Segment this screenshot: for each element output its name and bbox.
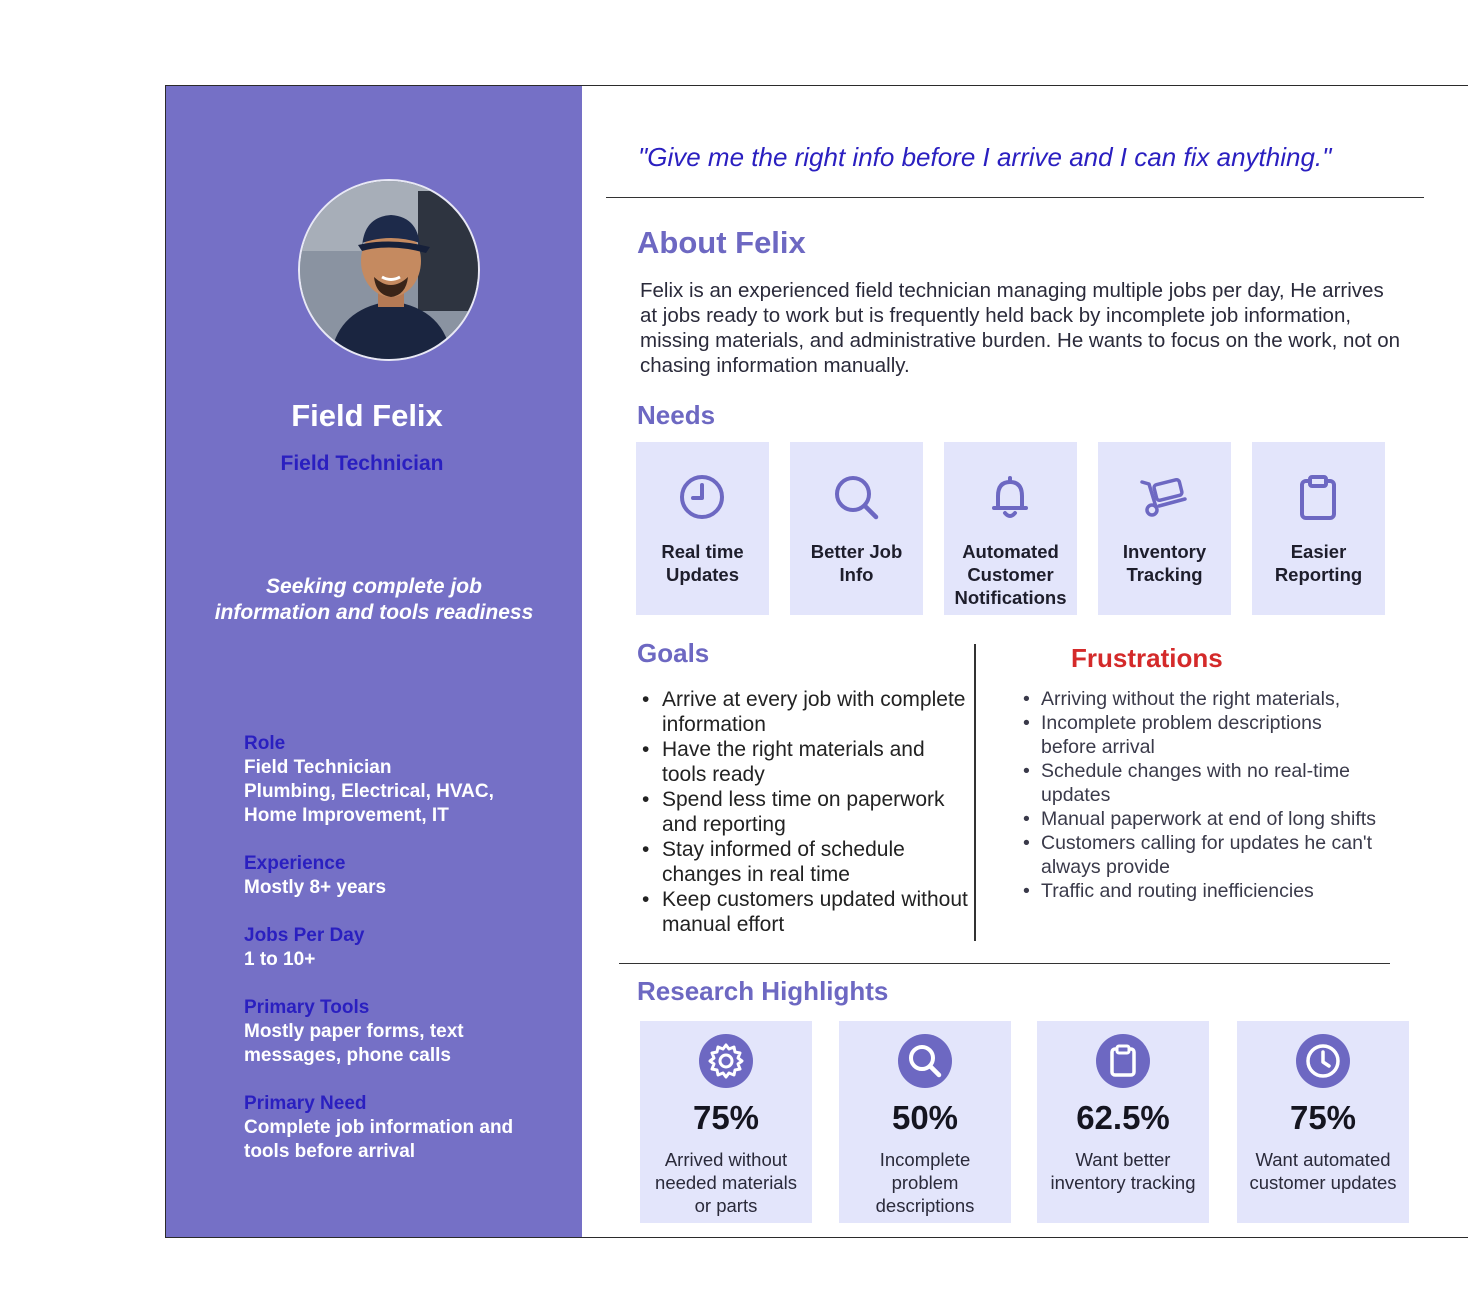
need-label: Inventory Tracking xyxy=(1122,541,1207,585)
persona-facts xyxy=(244,732,564,1188)
persona-sidebar xyxy=(166,86,582,1237)
list-item: • Arriving without the right materials, xyxy=(1022,687,1382,711)
stat-value: 62.5% xyxy=(1076,1099,1170,1136)
search-icon xyxy=(831,472,881,522)
stat-description: Want automated customer updates xyxy=(1249,1149,1397,1193)
stat-value: 75% xyxy=(692,1099,760,1136)
list-item: • Manual paperwork at end of long shifts xyxy=(1022,807,1382,831)
list-item: • Keep customers updated without manual effort xyxy=(638,887,968,937)
need-label: Automated Customer Notifications xyxy=(954,541,1067,608)
list-item: • Customers calling for updates he can't always provide xyxy=(1022,831,1382,879)
divider xyxy=(606,197,1424,198)
about-text: Felix is an experienced field technician managing multiple jobs per day, He arrives at jobs ready to work but is frequently held back by incomplete job information, missing materials, and administrative burden. He wants to focus on the work, not on chasing information manually. xyxy=(640,279,1401,377)
fact-experience xyxy=(244,852,564,900)
list-item: • Traffic and routing inefficiencies xyxy=(1022,879,1382,903)
needs-title: Needs xyxy=(637,400,716,430)
stat-value: 50% xyxy=(891,1099,959,1136)
research-title: Research Highlights xyxy=(637,976,889,1006)
need-label: Real time Updates xyxy=(661,541,744,585)
persona-quote: "Give me the right info before I arrive and I can fix anything." xyxy=(638,142,1332,172)
clock-icon xyxy=(677,472,727,522)
fact-primary-tools xyxy=(244,996,564,1068)
list-item: • Have the right materials and tools ready xyxy=(638,737,968,787)
fact-value: Mostly paper forms, text messages, phone calls xyxy=(244,1021,464,1066)
need-label: Better Job Info xyxy=(810,541,903,585)
stat-value: 75% xyxy=(1289,1099,1357,1136)
list-item: • Stay informed of schedule changes in real time xyxy=(638,837,968,887)
fact-label: Jobs Per Day xyxy=(244,925,365,946)
need-tile xyxy=(944,442,1077,615)
need-tile xyxy=(1252,442,1385,615)
stat-tile xyxy=(640,1021,812,1223)
persona-name: Field Felix xyxy=(291,398,443,433)
persona-card xyxy=(165,85,1468,1238)
clipboard-icon xyxy=(1095,1033,1151,1089)
fact-jobs-per-day xyxy=(244,924,564,972)
clock-icon xyxy=(1295,1033,1351,1089)
stat-description: Arrived without needed materials or parts xyxy=(655,1149,797,1216)
fact-value: 1 to 10+ xyxy=(244,949,316,970)
stat-tile xyxy=(839,1021,1011,1223)
goals-list xyxy=(638,687,968,937)
frustrations-title: Frustrations xyxy=(1071,643,1223,673)
stat-description: Incomplete problem descriptions xyxy=(875,1149,975,1216)
need-label: Easier Reporting xyxy=(1274,541,1363,585)
bell-icon xyxy=(985,472,1035,522)
divider xyxy=(619,963,1390,964)
list-item: • Arrive at every job with complete information xyxy=(638,687,968,737)
about-title: About Felix xyxy=(637,225,806,260)
need-tile xyxy=(636,442,769,615)
need-tile xyxy=(1098,442,1231,615)
persona-tagline xyxy=(166,574,582,626)
clipboard-icon xyxy=(1293,472,1343,522)
fact-label: Primary Need xyxy=(244,1093,367,1114)
fact-label: Experience xyxy=(244,853,346,874)
fact-primary-need xyxy=(244,1092,564,1164)
stat-description: Want better inventory tracking xyxy=(1050,1149,1196,1193)
hand-truck-icon xyxy=(1139,472,1189,522)
column-divider xyxy=(974,644,976,941)
tagline-line: information and tools readiness xyxy=(214,601,534,624)
fact-value: Mostly 8+ years xyxy=(244,877,387,898)
stat-tile xyxy=(1037,1021,1209,1223)
list-item: • Incomplete problem descriptions before arrival xyxy=(1022,711,1382,759)
avatar xyxy=(298,179,480,361)
fact-value: Complete job information and tools before arrival xyxy=(244,1117,514,1162)
avatar-photo xyxy=(300,181,480,361)
fact-label: Primary Tools xyxy=(244,997,370,1018)
persona-title: Field Technician xyxy=(280,452,444,475)
fact-role xyxy=(244,732,564,828)
need-tile xyxy=(790,442,923,615)
fact-value: Field Technician Plumbing, Electrical, HVAC, Home Improvement, IT xyxy=(244,757,494,826)
tagline-line: Seeking complete job xyxy=(266,575,482,598)
list-item: • Schedule changes with no real-time updates xyxy=(1022,759,1382,807)
list-item: • Spend less time on paperwork and reporting xyxy=(638,787,968,837)
frustrations-list xyxy=(1022,687,1382,903)
fact-label: Role xyxy=(244,733,286,754)
goals-title: Goals xyxy=(637,638,710,668)
gear-icon xyxy=(698,1033,754,1089)
search-icon xyxy=(897,1033,953,1089)
stat-tile xyxy=(1237,1021,1409,1223)
